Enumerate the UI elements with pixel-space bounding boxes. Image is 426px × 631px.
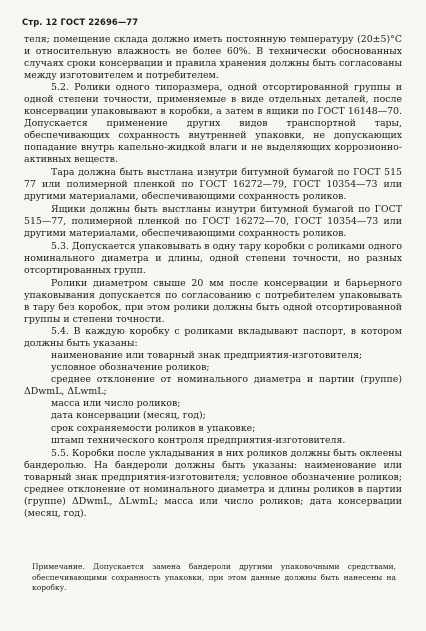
paragraph-5-4: 5.4. В каждую коробку с роликами вкладывают паспорт, в котором должны быть указаны: [24, 326, 402, 350]
passport-item-deviation [24, 374, 402, 398]
passport-item-stamp: штамп технического контроля предприятия-изготовителя. [51, 434, 346, 446]
passport-item-date: дата консервации (месяц, год); [51, 410, 206, 422]
passport-item-mass: масса или число роликов; [51, 398, 181, 410]
label-formula-length: ΔLwmL [118, 495, 155, 507]
footnote [32, 562, 396, 594]
passport-item-designation: условное обозначение роликов; [51, 362, 210, 374]
paragraph-tara: Тара должна быть выстлана изнутри битумной бумагой по ГОСТ 515 77 или полимерной пленкой по ГОСТ 16272—79, ГОСТ 10354—73 или другими материалами, обеспечивающими сохранность роликов. [24, 166, 402, 202]
main-text [24, 34, 402, 520]
deviation-text: среднее отклонение от номинального диаметра и партии (группе) [51, 374, 402, 386]
note-text: Допускается замена бандероли другими упаковочными средствами, обеспечивающими сохранность упаковки, при этом данные должны быть нанесены на коробку. [32, 562, 396, 593]
passport-item-shelf-life: срок сохраняемости роликов в упаковке; [51, 422, 256, 434]
deviation-formula: ΔDwmL, ΔLwmL; [24, 386, 107, 398]
label-text: 5.5. Коробки после укладывания в них роликов должны быть оклеены бандеролью. На бандероли должны быть указаны: наименование или товарный знак предприятия-изготовителя; условное обозначение роликов; среднее отклонение от номинального диаметра и длины роликов в партии (группе) [24, 447, 402, 507]
paragraph-5-2: 5.2. Ролики одного типоразмера, одной отсортированной группы и одной степени точности, применяемые в виде отдельных деталей, после консервации упаковывают в коробки, а затем в ящики по ГОСТ 16148—70. Допускается применение других видов транспортной тары, обеспечивающих сохранность внутренней упаковки, не допускающих попадание внутрь капельно-жидкой влаги и не выделяющих коррозионно-активных веществ. [24, 82, 402, 166]
paragraph-yashchiki: Ящики должны быть выстланы изнутри битумной бумагой по ГОСТ 515—77, полимерной пленкой по ГОСТ 16272—70, ГОСТ 10354—73 или другими материалами, обеспечивающими сохранность роликов. [24, 203, 402, 239]
paragraph-5-3: 5.3. Допускается упаковывать в одну тару коробки с роликами одного номинального диаметра и длины, одной степени точности, но разных отсортированных групп. [24, 240, 402, 276]
passport-item-manufacturer: наименование или товарный знак предприятия-изготовителя; [51, 350, 363, 362]
paragraph-continuation: теля; помещение склада должно иметь постоянную температуру (20±5)°С и относительную влажность не более 60%. В технически обоснованных случаях сроки консервации и правила хранения должны быть согласованы между изготовителем и потребителем. [24, 34, 402, 82]
note-label: Примечание. [32, 562, 85, 571]
paragraph-5-5 [24, 448, 402, 520]
label-tail: ; масса или число роликов; дата консервации (месяц, год). [24, 495, 402, 519]
page-header: Стр. 12 ГОСТ 22696—77 [22, 17, 139, 27]
label-formula-diameter: ΔDwmL, [72, 495, 113, 507]
paragraph-roliki-diametrom: Ролики диаметром свыше 20 мм после консервации и барьерного упаковывания допускается по согласованию с потребителем упаковывать в тару без коробок, при этом ролики должны быть одной отсортированной группы и степени точности. [24, 277, 402, 326]
